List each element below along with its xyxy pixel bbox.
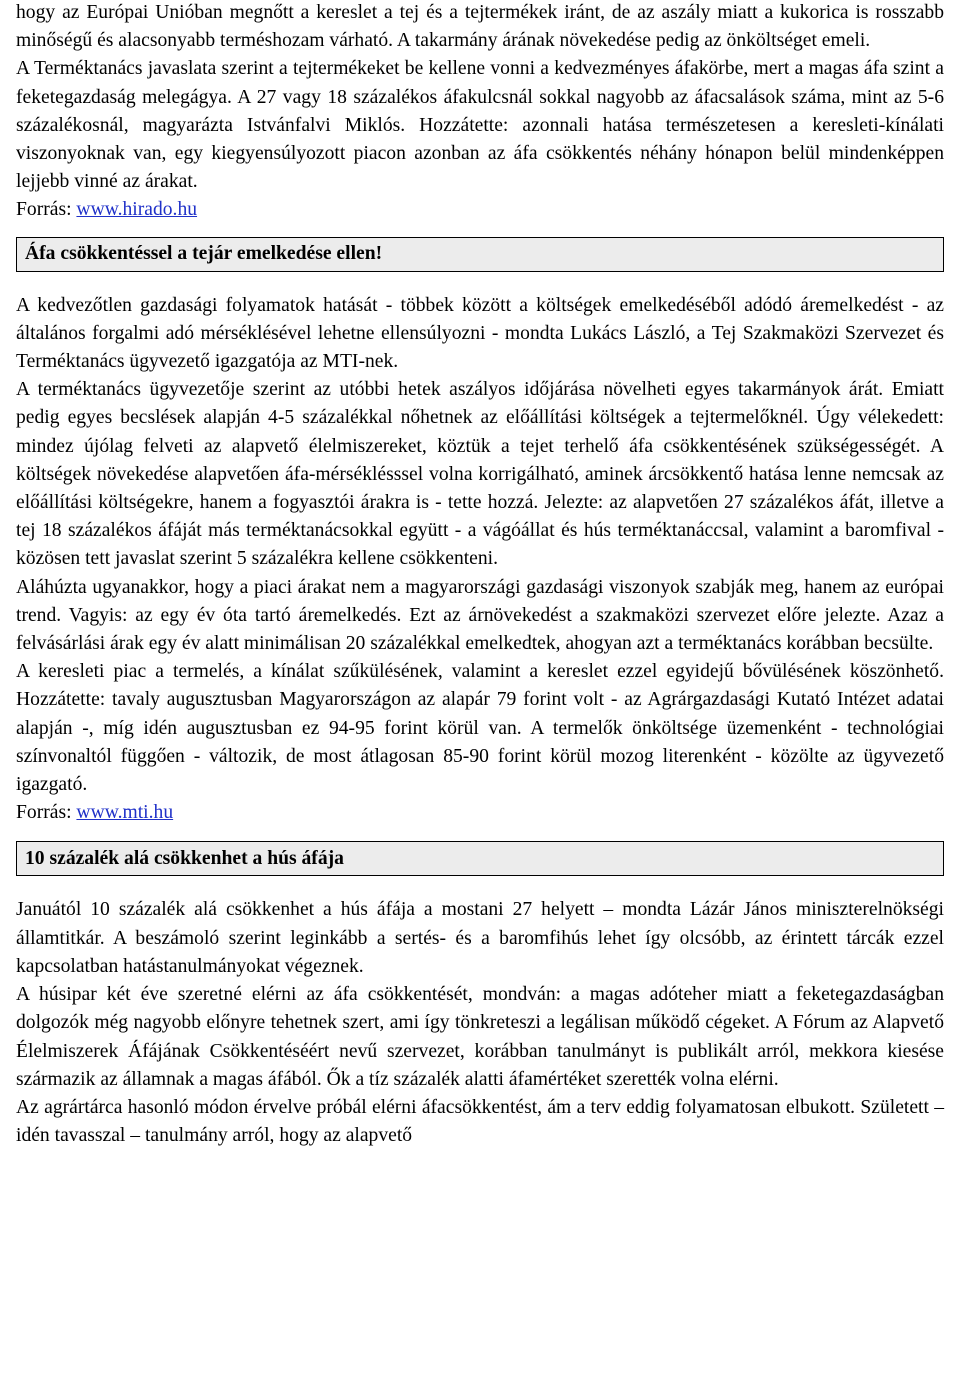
article1-source xyxy=(16,196,944,224)
source-link-mti[interactable]: www.mti.hu xyxy=(76,802,174,824)
article2-paragraph-3: Aláhúzta ugyanakkor, hogy a piaci árakat nem a magyarországi gazdasági viszonyok szabják meg, hanem az európai trend. Vagyis: az egy év óta tartó áremelkedés. Ezt az árnövekedést a szakmaközi szervezet előre jelezte. Azaz a felvásárlási árak egy év alatt minimálisan 20 százalékkal emelkedtek, ahogyan azt a terméktanács korábban becsülte. xyxy=(16,576,944,655)
article2-heading-text: Áfa csökkentéssel a tejár emelkedése ellen! xyxy=(25,243,383,265)
article2-source xyxy=(16,799,944,827)
article-hus-afa xyxy=(16,896,944,1150)
article-afa-csokkentes xyxy=(16,292,944,828)
source-link-hirado[interactable]: www.hirado.hu xyxy=(76,199,198,221)
article2-heading xyxy=(16,237,944,272)
article2-paragraph-4: A keresleti piac a termelés, a kínálat szűkülésének, valamint a kereslet ezzel egyidejű bővülésének köszönhető. Hozzátette: tavaly augusztusban Magyarországon az alapár 79 forint volt - az Agrárgazdasági Kutató Intézet adatai alapján -, míg idén augusztusban ez 94-95 forint körül van. A termelők önköltsége üzemenként - technológiai színvonaltól függően - változik, de most átlagosan 85-90 forint körül mozog literenként - közölte az ügyvezető igazgató. xyxy=(16,661,944,796)
article2-paragraph-1: A kedvezőtlen gazdasági folyamatok hatását - többek között a költségek emelkedéséből adódó áremelkedést - az általános forgalmi adó mérséklésével lehetne ellensúlyozni - mondta Lukács László, a Tej Szakmaközi Szervezet és Terméktanács ügyvezető igazgatója az MTI-nek. xyxy=(16,294,944,373)
article1-paragraph-2: A Terméktanács javaslata szerint a tejtermékeket be kellene vonni a kedvezményes áfakörbe, mert a magas áfa szint a feketegazdaság melegágya. A 27 vagy 18 százalékos áfakulcsnál sokkal nagyobb az áfacsalások száma, mint az 5-6 százalékosnál, magyarázta Istvánfalvi Miklós. Hozzátette: azonnali hatása természetesen a keresleti-kínálati viszonyoknak van, egy kiegyensúlyozott piacon azonban az áfa csökkentés néhány hónapon belül mindenképpen lejjebb vinné az árakat. xyxy=(16,58,944,193)
source-label: Forrás: xyxy=(16,802,77,824)
article3-paragraph-2: A húsipar két éve szeretné elérni az áfa csökkentését, mondván: a magas adóteher miatt a feketegazdaságban dolgozók még nagyobb előnyre tehetnek szert, ami így tönkreteszi a legálisan működő cégeket. A Fórum az Alapvető Élelmiszerek Áfájának Csökkentéséért nevű szervezet, korábban tanulmányt is publikált arról, mekkora kiesése származik az államnak a magas áfából. Ők a tíz százalék alatti áfamértéket szerették volna elérni. xyxy=(16,984,944,1090)
article1-paragraph-1: hogy az Európai Unióban megnőtt a kereslet a tej és a tejtermékek iránt, de az aszály miatt a kukorica is rosszabb minőségű és alacsonyabb terméshozam várható. A takarmány árának növekedése pedig az önköltséget emeli. xyxy=(16,2,944,52)
source-label: Forrás: xyxy=(16,199,77,221)
article3-paragraph-3: Az agrártárca hasonló módon érvelve próbál elérni áfacsökkentést, ám a terv eddig folyamatosan elbukott. Született – idén tavasszal – tanulmány arról, hogy az alapvető xyxy=(16,1096,944,1147)
article-tej-kereslet xyxy=(16,0,944,225)
article3-heading xyxy=(16,841,944,876)
article3-paragraph-1: Januától 10 százalék alá csökkenhet a hús áfája a mostani 27 helyett – mondta Lázár János miniszterelnökségi államtitkár. A beszámoló szerint leginkább a sertés- és a baromfihús lehet így olcsóbb, az érintett tárcák ezzel kapcsolatban hatástanulmányokat végeznek. xyxy=(16,899,944,977)
article3-heading-text: 10 százalék alá csökkenhet a hús áfája xyxy=(25,847,344,869)
article2-paragraph-2: A terméktanács ügyvezetője szerint az utóbbi hetek aszályos időjárása növelheti egyes takarmányok árát. Emiatt pedig egyes becslések alapján 4-5 százalékkal nőhetnek az előállítási költségek a tejtermelőknél. Úgy vélekedett: mindez újólag felveti az alapvető élelmiszereket, köztük a tejet terhelő áfa csökkentésének szükségességét. A költségek növekedése alapvetően áfa-mérséklésssel volna korrigálható, aminek árcsökkentő hatása lenne nemcsak az előállítási költségekre, hanem a fogyasztói árakra is - tette hozzá. Jelezte: az alapvetően 27 százalékos áfát, illetve a tej 18 százalékos áfáját más terméktanácsokkal együtt - a vágóállat és hús terméktanáccsal, valamint a baromfival - közösen tett javaslat szerint 5 százalékra kellene csökkenteni. xyxy=(16,379,944,570)
